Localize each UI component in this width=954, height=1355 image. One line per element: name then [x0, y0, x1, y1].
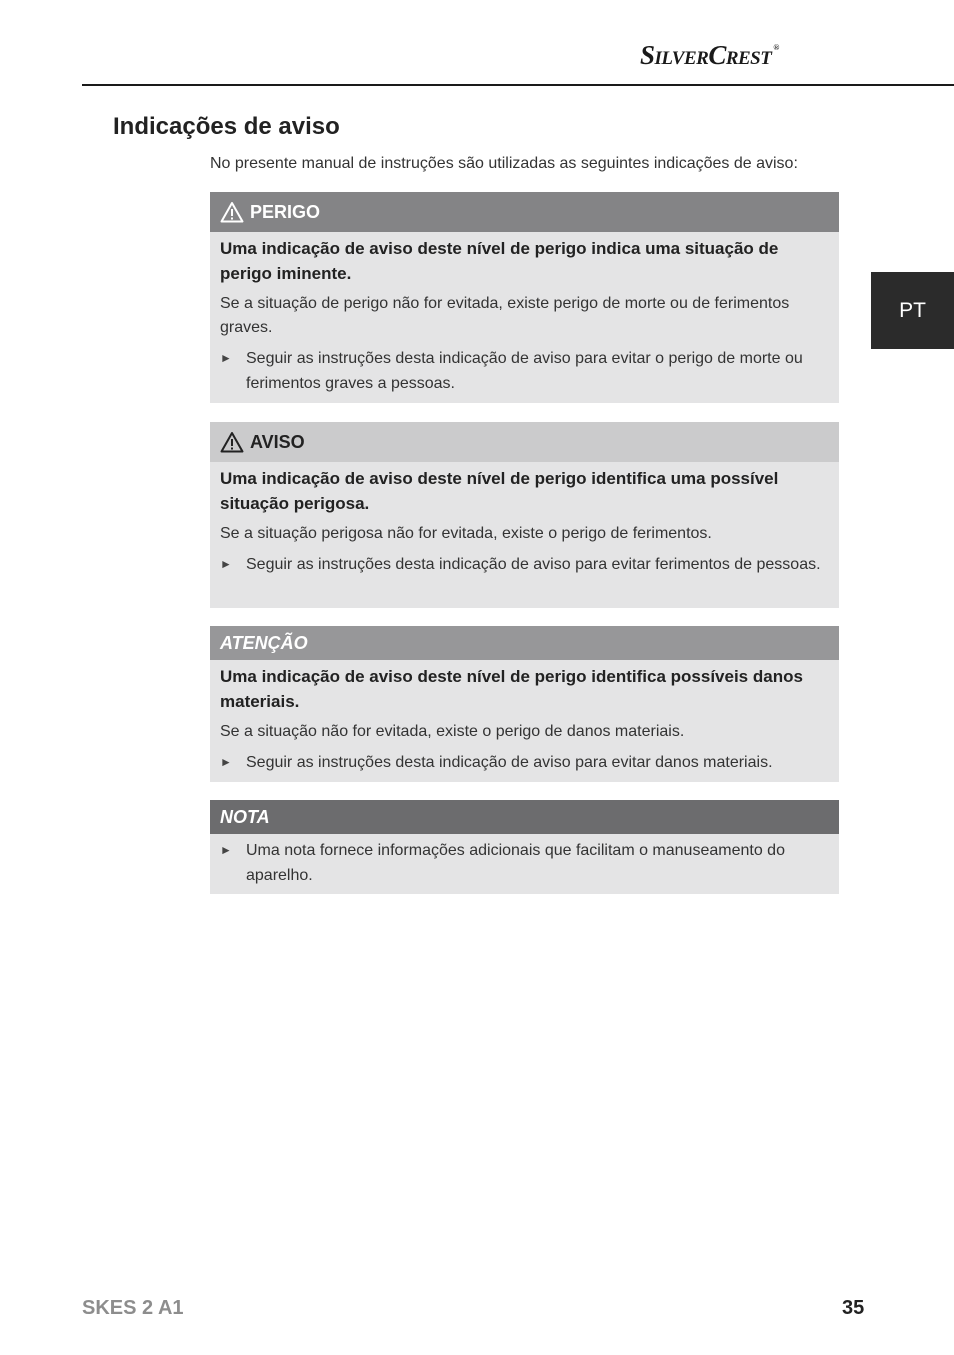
box-heading-label: PERIGO [250, 201, 321, 222]
box-description: Se a situação perigosa não for evitada, existe o perigo de ferimentos. [220, 525, 712, 542]
footer-model-number: SKES 2 A1 [82, 1297, 184, 1319]
box-heading-label: ATENÇÃO [220, 632, 308, 653]
intro-text: No presente manual de instruções são utilizadas as seguintes indicações de aviso: [210, 155, 798, 172]
note-box-nota [210, 800, 839, 894]
list-item-text: Seguir as instruções desta indicação de aviso para evitar o perigo de morte ou ferimentos graves a pessoas. [246, 350, 803, 392]
box-heading-perigo [210, 192, 839, 232]
list-item [220, 346, 825, 396]
arrow-right-icon: ► [220, 351, 232, 365]
box-lead-text: Uma indicação de aviso deste nível de perigo indica uma situação de perigo iminente. [220, 239, 779, 283]
box-description: Se a situação não for evitada, existe o perigo de danos materiais. [220, 723, 685, 740]
arrow-right-icon: ► [220, 557, 232, 571]
list-item-text: Seguir as instruções desta indicação de aviso para evitar danos materiais. [246, 754, 773, 771]
box-heading-nota [210, 800, 839, 834]
box-lead-text: Uma indicação de aviso deste nível de perigo identifica possíveis danos materiais. [220, 667, 803, 711]
box-heading-atencao [210, 626, 839, 660]
arrow-right-icon: ► [220, 843, 232, 857]
warning-box-atencao [210, 626, 839, 782]
arrow-right-icon: ► [220, 755, 232, 769]
box-heading-aviso [210, 422, 839, 462]
box-description: Se a situação de perigo não for evitada, existe perigo de morte ou de ferimentos graves. [220, 295, 790, 336]
list-item-text: Seguir as instruções desta indicação de aviso para evitar ferimentos de pessoas. [246, 556, 821, 573]
list-item [220, 552, 825, 577]
warning-triangle-icon [220, 431, 244, 453]
header-divider [82, 84, 954, 86]
page-title: Indicações de aviso [113, 113, 340, 140]
language-tab [871, 272, 954, 349]
footer-page-number: 35 [842, 1297, 865, 1319]
language-tab-label: PT [899, 298, 926, 322]
warning-triangle-icon [220, 201, 244, 223]
list-item-text: Uma nota fornece informações adicionais que facilitam o manuseamento do aparelho. [246, 842, 785, 884]
warning-box-perigo [210, 192, 839, 403]
brand-logo: SilverCrest ® [640, 40, 779, 70]
box-lead-text: Uma indicação de aviso deste nível de perigo identifica uma possível situação perigosa. [220, 469, 779, 513]
warning-box-aviso [210, 422, 839, 608]
box-heading-label: AVISO [250, 431, 305, 452]
list-item [220, 750, 825, 775]
box-heading-label: NOTA [220, 806, 270, 827]
list-item [220, 838, 825, 888]
